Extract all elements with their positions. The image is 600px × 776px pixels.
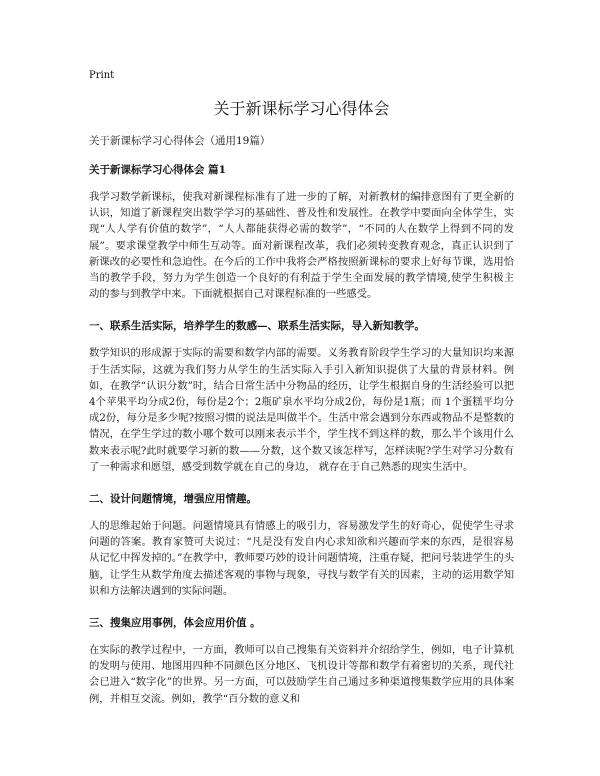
paragraph-1: 数学知识的形成源于实际的需要和数学内部的需要。义务教育阶段学生学习的大量知识均来源于生活实际，这就为我们努力从学生的生活实际入手引入新知识提供了大量的背景材料。例如，在教学“认识分数”时，结合日常生活中分物品的经历，让学生根据自身的生活经验可以把4个苹果平均分成2份，每份是2个；2瓶矿泉水平均分成2份，每份是1瓶；而 1个蛋糕平均分成2份，每分是多少呢?按照习惯的说法是叫做半个。生活中常会遇到分东西或物品不是整数的情况，在学生学过的数小哪个数可以刚来表示半个，学生找不到这样的数，那么半个该用什么数来表示呢?此时就要学习新的数——分数，这个数又该怎样写，怎样读呢?学生对学习分数有了一种需求和愿望，感受到数学就在自己的身边， 就存在于自己熟悉的现实生活中。 bbox=[89, 347, 514, 473]
heading-2: 二、设计问题情境，增强应用情趣。 bbox=[89, 493, 257, 506]
heading-1: 一、联系生活实际，培养学生的数感—、联系生活实际，导入新知教学。 bbox=[89, 320, 425, 333]
document-title: 关于新课标学习心得体会 bbox=[213, 99, 390, 118]
intro-paragraph: 我学习数学新课标，使我对新课程标准有了进一步的了解，对新教材的编排意图有了更全新的认识，知道了新课程突出数学学习的基础性、普及性和发展性。在教学中要面向全体学生，实现“人人学有价值的数学”，“人人都能获得必需的数学”，“不同的人在数学上得到不同的发展”。要求课堂教学中师生互动等。面对新课程改革，我们必须转变教育观念，真正认识到了新课改的必要性和急迫性。在今后的工作中我将会严格按照新课标的要求上好每节课，选用恰当的教学手段，努力为学生创造一个良好的有利益于学生全面发展的教学情境,使学生积极主动的参与到教学中来。下面就根据自己对课程标准的一些感受。 bbox=[89, 191, 514, 301]
paragraph-2: 人的思维起始于问题。问题情境具有情感上的吸引力，容易激发学生的好奇心，促使学生寻求问题的答案。教育家赞可夫说过：“凡是没有发自内心求知欲和兴趣而学来的东西，是很容易从记忆中挥发掉的。”在教学中，教师要巧妙的设计问题情境，注重存疑，把问号装进学生的头脑，让学生从数学角度去描述客观的事物与现象，寻找与数学有关的因素，主动的运用数学知识和方法解决遇到的实际问题。 bbox=[89, 520, 514, 597]
print-link[interactable]: Print bbox=[89, 70, 115, 81]
document-subtitle: 关于新课标学习心得体会（通用19篇） bbox=[89, 135, 271, 147]
heading-3: 三、搜集应用事例，体会应用价值 。 bbox=[89, 617, 261, 630]
section-title: 关于新课标学习心得体会 篇1 bbox=[89, 164, 226, 176]
paragraph-3: 在实际的教学过程中，一方面，教师可以自己搜集有关资料并介绍给学生，例如，电子计算机的发明与使用、地图用四种不同颜色区分地区、飞机设计等都和数学有着密切的关系，现代社会已进入“数字化”的世界。另一方面，可以鼓励学生自己通过多种渠道搜集数学应用的具体案例，并相互交流。例如，教学“百分数的意义和 bbox=[89, 644, 514, 705]
